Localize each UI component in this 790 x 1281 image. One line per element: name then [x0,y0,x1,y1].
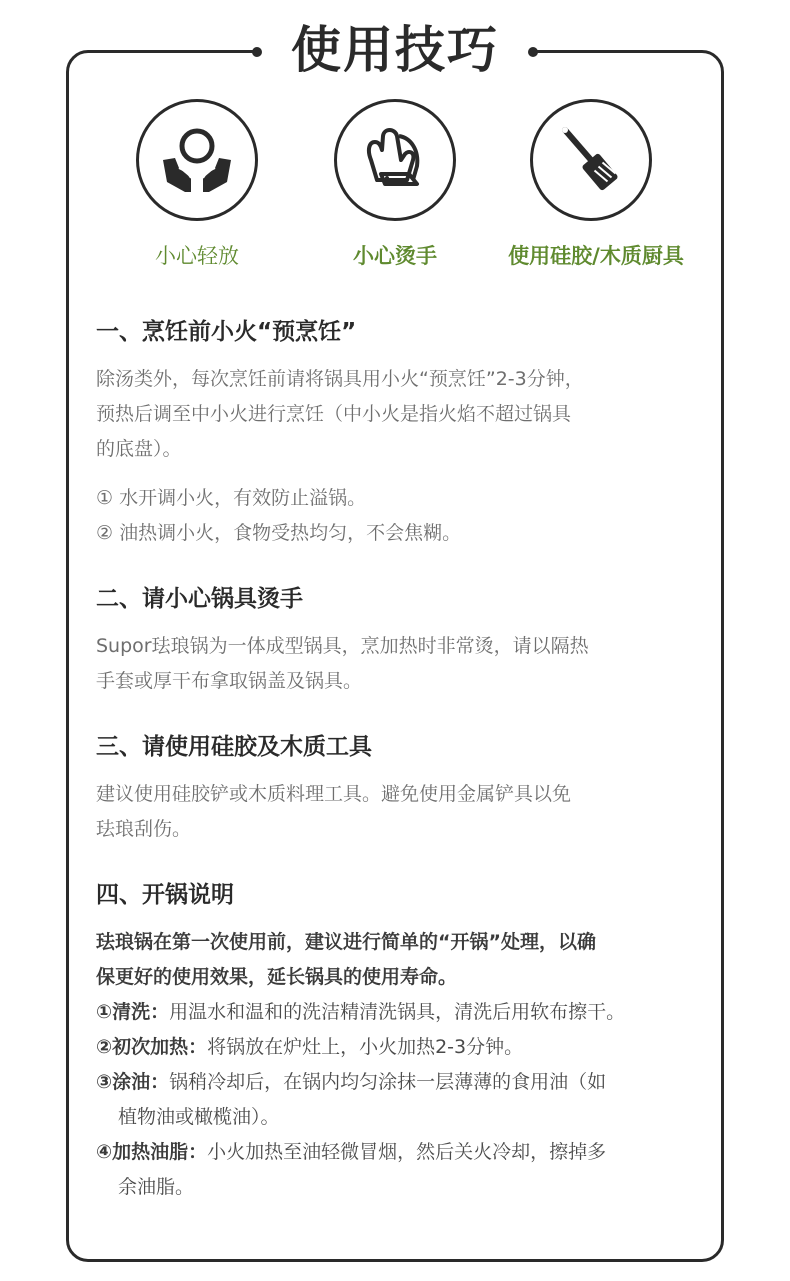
section-heading-seasoning: 四、开锅说明 [96,882,234,908]
list-item [96,1030,714,1065]
step-lead: ①清洗： [96,1001,170,1023]
paragraph-line: 建议使用硅胶铲或木质料理工具。避免使用金属铲具以免 [96,783,572,805]
paragraph-line: 保更好的使用效果，延长锅具的使用寿命。 [96,966,458,988]
spatula-icon [530,99,652,221]
section-heading-hot-warning: 二、请小心锅具烫手 [96,586,303,612]
list-item [96,1135,714,1170]
oven-mitt-icon [334,99,456,221]
step-lead: ②初次加热： [96,1036,208,1058]
title-dot-right [528,47,538,57]
hands-holding-pot-icon [136,99,258,221]
paragraph-line: 珐琅刮伤。 [96,818,192,840]
step-continuation: 植物油或橄榄油）。 [118,1106,280,1128]
paragraph-line: 珐琅锅在第一次使用前，建议进行简单的“开锅”处理，以确 [96,931,596,953]
icon-label-handle-gently: 小心轻放 [155,244,239,268]
step-lead: ③涂油： [96,1071,170,1093]
paragraph-line: 除汤类外，每次烹饪前请将锅具用小火“预烹饪”2-3分钟， [96,368,584,390]
paragraph-line: Supor珐琅锅为一体成型锅具，烹加热时非常烫，请以隔热 [96,635,589,657]
title-bar [0,14,790,86]
step-text: 小火加热至油轻微冒烟，然后关火冷却，擦掉多 [207,1141,607,1163]
step-continuation: 余油脂。 [118,1176,195,1198]
section-heading-preheat: 一、烹饪前小火“预烹饪” [96,319,357,345]
list-item [96,1065,714,1100]
step-lead: ④加热油脂： [96,1141,208,1163]
page-title: 使用技巧 [257,14,533,86]
title-dot-left [252,47,262,57]
step-text: 将锅放在炉灶上，小火加热2-3分钟。 [207,1036,524,1058]
icon-label-hot-caution: 小心烫手 [353,244,437,268]
step-text: 锅稍冷却后，在锅内均匀涂抹一层薄薄的食用油（如 [169,1071,607,1093]
list-item: ② 油热调小火，食物受热均匀，不会焦糊。 [96,522,462,544]
step-text: 用温水和温和的洗洁精清洗锅具，清洗后用软布擦干。 [169,1001,626,1023]
paragraph-line: 的底盘）。 [96,438,182,460]
paragraph-line: 手套或厚干布拿取锅盖及锅具。 [96,670,363,692]
paragraph-line: 预热后调至中小火进行烹饪（中小火是指火焰不超过锅具 [96,403,572,425]
list-item: ① 水开调小火，有效防止溢锅。 [96,487,367,509]
instructions [96,314,714,1205]
list-item [96,995,714,1030]
icon-label-utensils: 使用硅胶/木质厨具 [508,244,684,268]
section-heading-utensils: 三、请使用硅胶及木质工具 [96,734,372,760]
